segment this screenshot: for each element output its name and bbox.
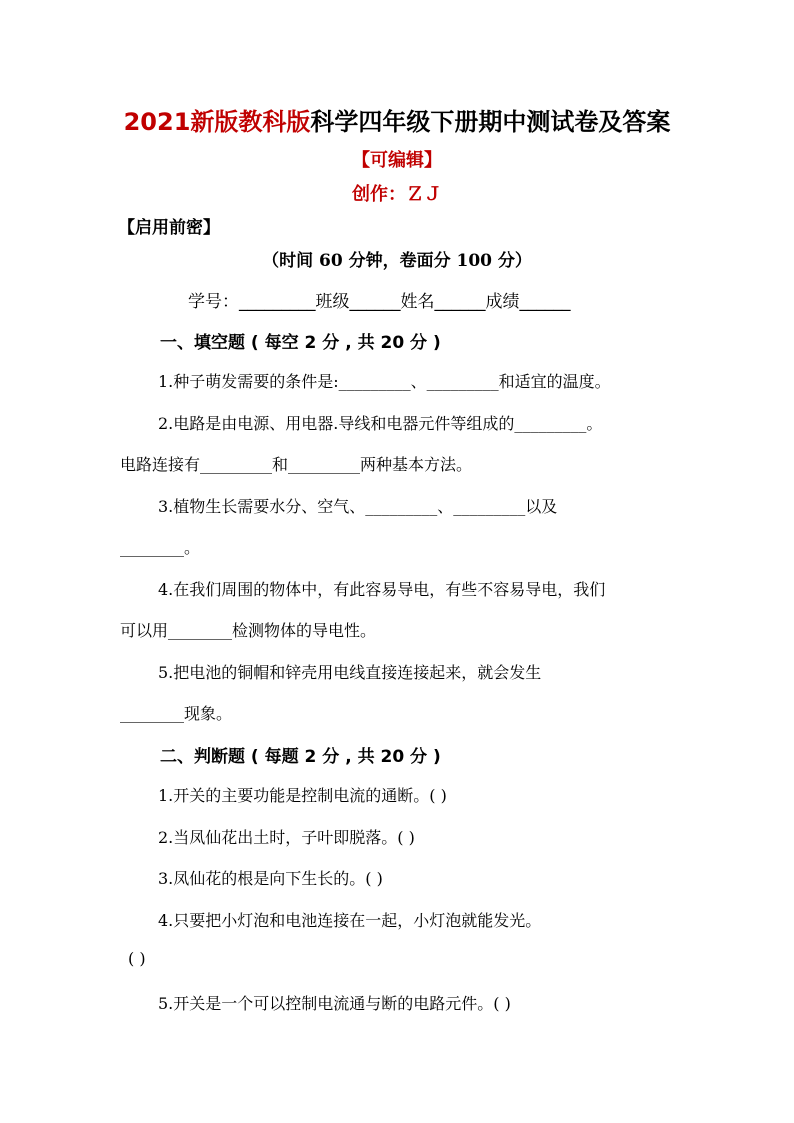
fill-question-line: 5.把电池的铜帽和锌壳用电线直接连接起来，就会发生 [158, 663, 542, 682]
judge-question-line: 1.开关的主要功能是控制电流的通断。( ) [158, 786, 447, 805]
judge-question-line: 5.开关是一个可以控制电流通与断的电路元件。( ) [158, 994, 511, 1013]
title-black-part: 科学四年级下册期中测试卷及答案 [310, 108, 671, 136]
secret-label: 【启用前密】 [118, 218, 220, 238]
fill-question-line: ________。 [120, 538, 201, 557]
student-info-line: 学号：_________班级______姓名______成绩______ [188, 292, 571, 312]
author-line: 创作：ＺＪ [352, 184, 442, 205]
judge-question-line: 3.凤仙花的根是向下生长的。( ) [158, 869, 383, 888]
fill-question-line: 2.电路是由电源、用电器.导线和电器元件等组成的_________。 [158, 414, 603, 433]
fill-question-line: ________现象。 [120, 704, 233, 723]
judge-question-line: 4.只要把小灯泡和电池连接在一起，小灯泡就能发光。 [158, 911, 542, 930]
editable-note: 【可编辑】 [352, 150, 442, 171]
title-red-part: 2021新版教科版 [123, 108, 311, 136]
fill-question-line: 可以用________检测物体的导电性。 [120, 621, 377, 640]
fill-question-line: 4.在我们周围的物体中，有此容易导电，有些不容易导电，我们 [158, 580, 606, 599]
fill-question-line: 1.种子萌发需要的条件是:_________、_________和适宜的温度。 [158, 372, 611, 391]
judge-question-line: ( ) [128, 949, 146, 968]
fill-question-line: 3.植物生长需要水分、空气、_________、_________以及 [158, 497, 558, 516]
section2-heading: 二、判断题 ( 每题 2 分 , 共 20 分 ) [160, 747, 441, 767]
judge-question-line: 2.当凤仙花出土时，子叶即脱落。( ) [158, 828, 415, 847]
fill-question-line: 电路连接有_________和_________两种基本方法。 [120, 455, 473, 474]
section1-heading: 一、填空题 ( 每空 2 分 , 共 20 分 ) [160, 333, 441, 353]
time-info: （时间 60 分钟，卷面分 100 分） [262, 251, 532, 271]
document-title [0, 102, 794, 137]
